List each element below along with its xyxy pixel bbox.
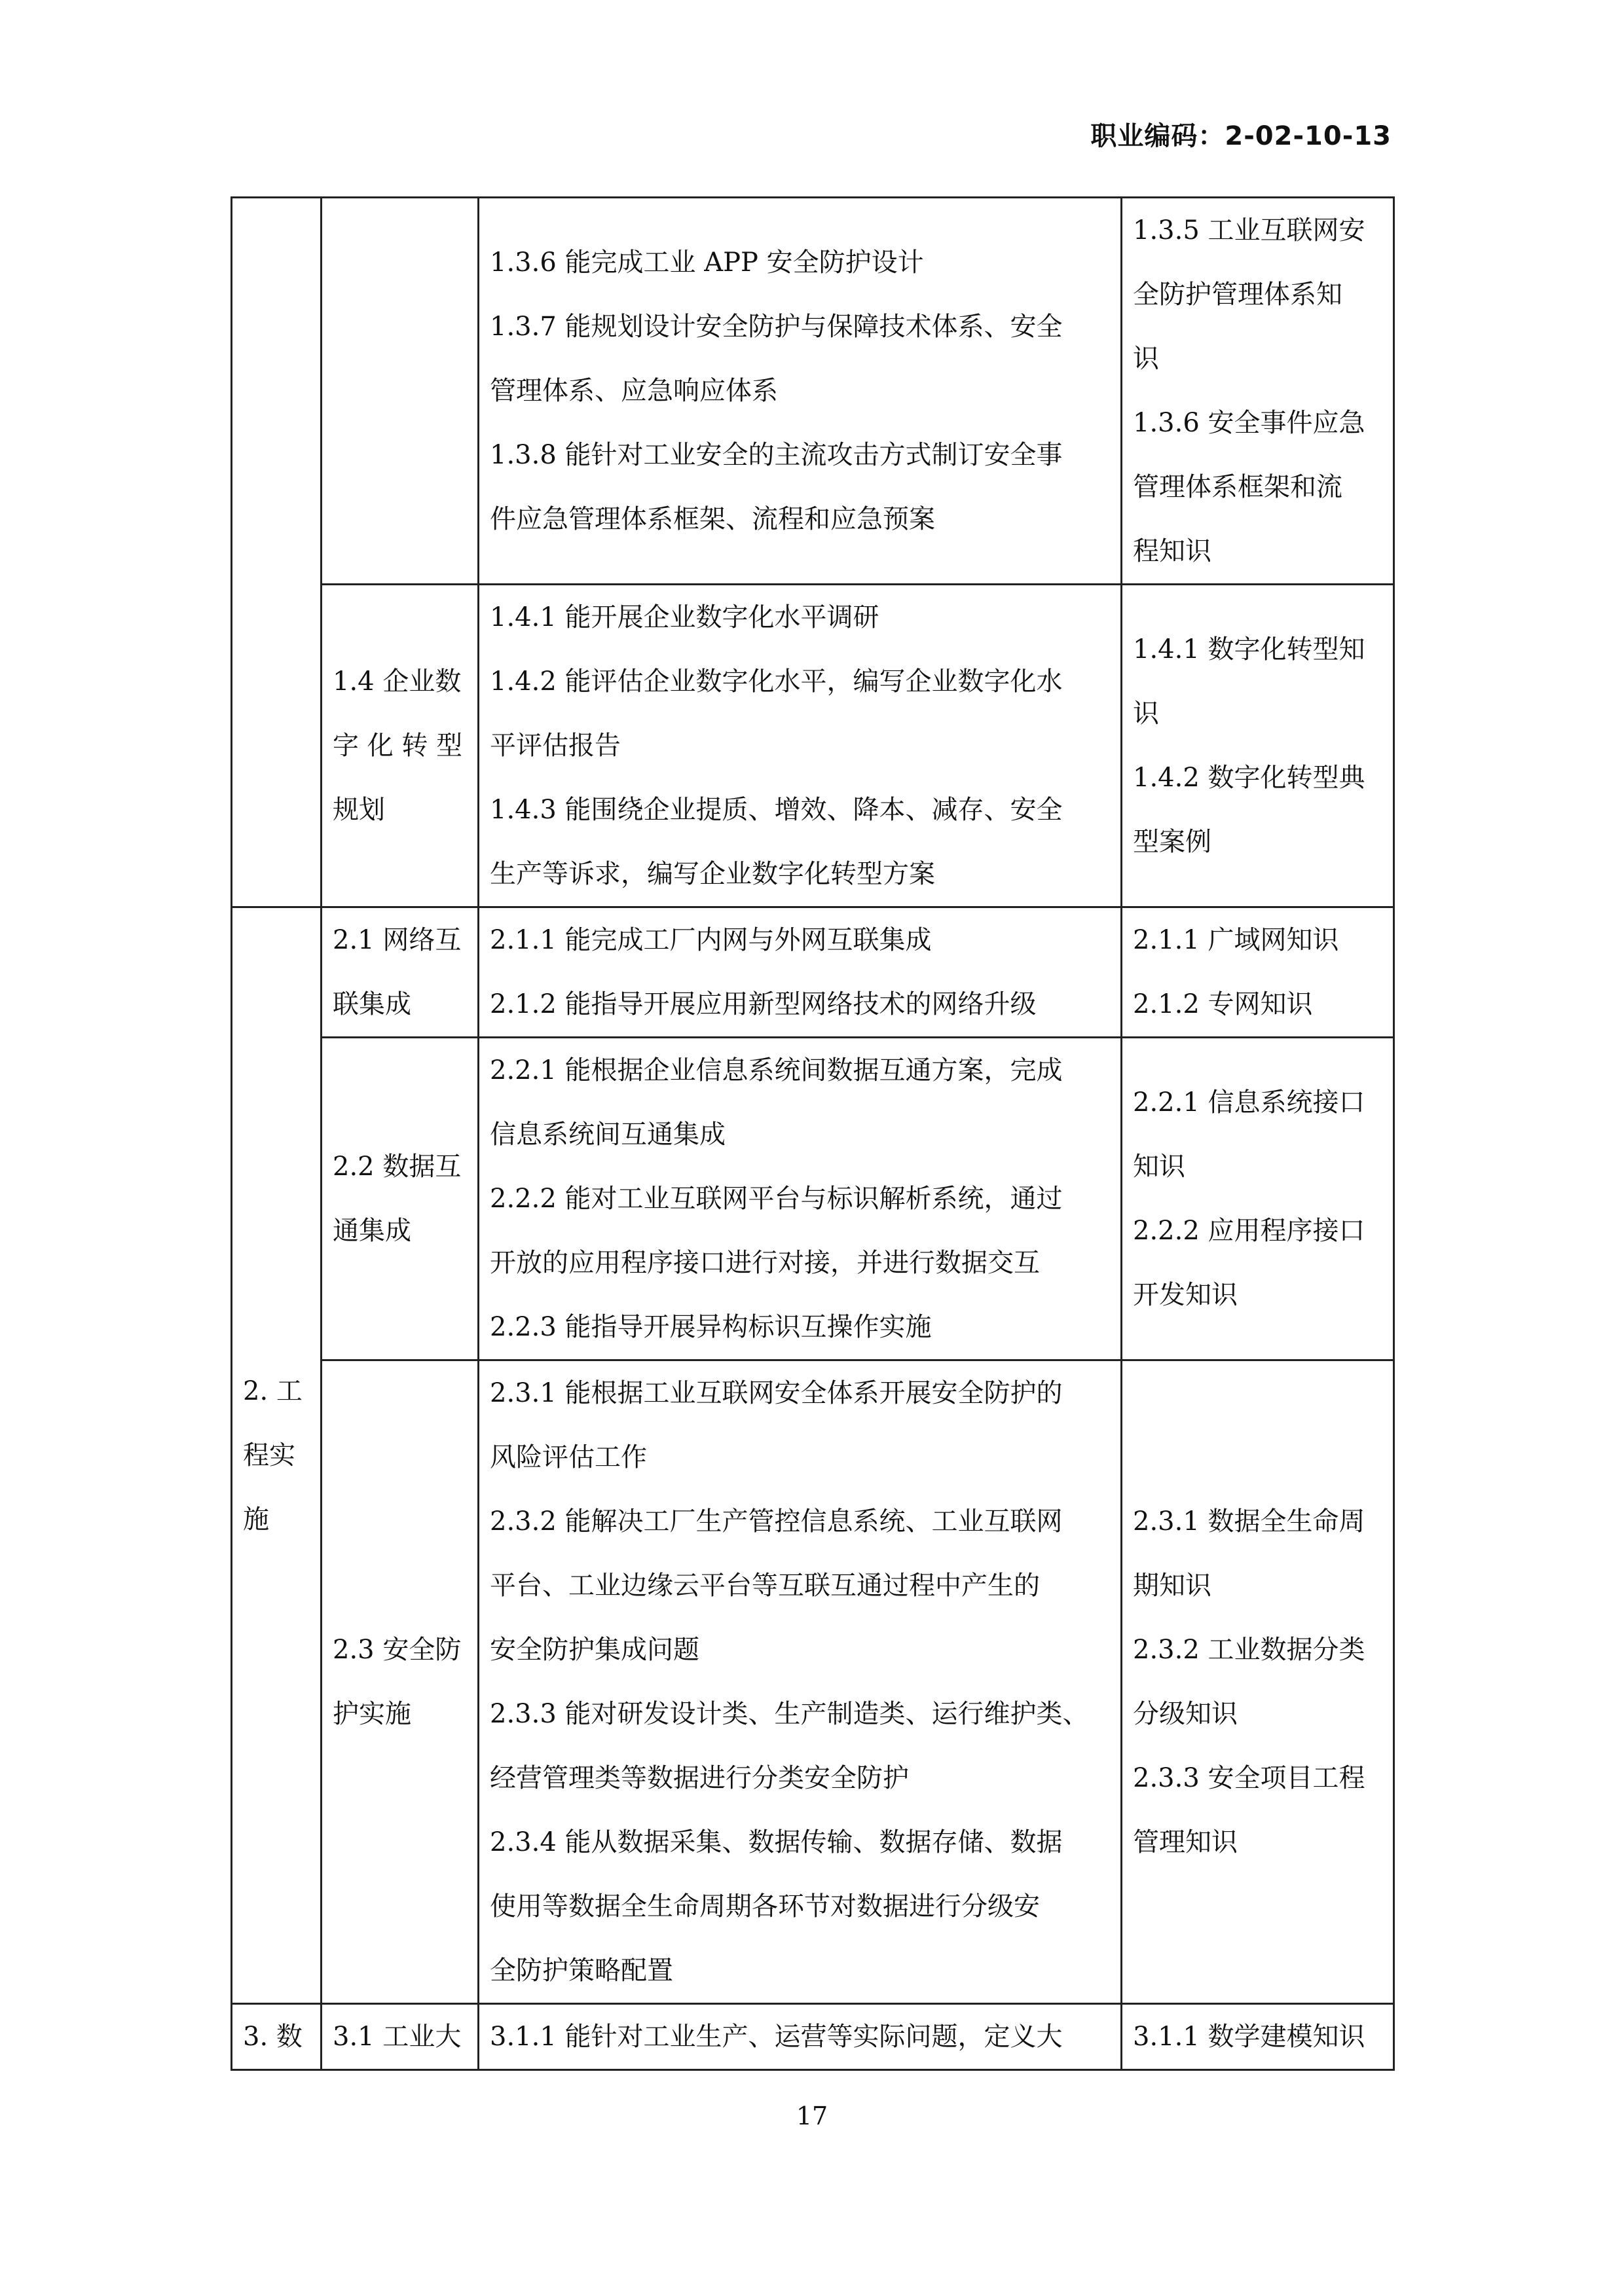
- cell-line: 分级知识: [1133, 1699, 1238, 1729]
- knowledge-cell: [1122, 198, 1394, 585]
- page-number: 17: [796, 2102, 828, 2130]
- cell-line: 2.1.2 能指导开展应用新型网络技术的网络升级: [490, 989, 1037, 1019]
- cell-line: 全防护策略配置: [490, 1956, 673, 1986]
- cell-line: 开发知识: [1133, 1280, 1238, 1310]
- function-cell: [232, 2004, 322, 2070]
- cell-line: 信息系统间互通集成: [490, 1120, 726, 1150]
- cell-line: 2. 工: [243, 1376, 303, 1406]
- table-row: [232, 1360, 1394, 2004]
- cell-line: 程实: [243, 1440, 295, 1470]
- knowledge-cell: [1122, 1038, 1394, 1360]
- cell-line: 3.1.1 数学建模知识: [1133, 2022, 1365, 2052]
- cell-line: 程知识: [1133, 536, 1211, 566]
- cell-line: 识: [1133, 344, 1159, 374]
- unit-cell: [322, 2004, 479, 2070]
- cell-line: 全防护管理体系知: [1133, 280, 1342, 310]
- cell-line: 通集成: [333, 1216, 411, 1246]
- competency-cell: [479, 1038, 1122, 1360]
- cell-line: 2.3.3 能对研发设计类、生产制造类、运行维护类、: [490, 1699, 1089, 1729]
- knowledge-cell: [1122, 585, 1394, 907]
- cell-line: 联集成: [333, 989, 411, 1019]
- table-row: [232, 2004, 1394, 2070]
- cell-line: 管理知识: [1133, 1827, 1238, 1857]
- cell-line: 1.3.6 安全事件应急: [1133, 408, 1365, 438]
- cell-line: 3. 数: [243, 2022, 303, 2052]
- cell-line: 1.4.2 能评估企业数字化水平，编写企业数字化水: [490, 666, 1063, 697]
- competency-cell: [479, 198, 1122, 585]
- cell-line: 1.4.2 数字化转型典: [1133, 763, 1365, 793]
- cell-line: 管理体系、应急响应体系: [490, 376, 778, 406]
- occupation-code: 职业编码：2-02-10-13: [1090, 121, 1392, 151]
- cell-line: 2.2.2 能对工业互联网平台与标识解析系统，通过: [490, 1184, 1063, 1214]
- cell-line: 1.3.6 能完成工业 APP 安全防护设计: [490, 247, 924, 278]
- cell-line: 2.3.1 能根据工业互联网安全体系开展安全防护的: [490, 1378, 1063, 1408]
- cell-line: 1.3.7 能规划设计安全防护与保障技术体系、安全: [490, 312, 1063, 342]
- cell-line: 平台、工业边缘云平台等互联互通过程中产生的: [490, 1571, 1040, 1601]
- cell-line: 2.2 数据互: [333, 1152, 462, 1182]
- cell-line: 2.2.1 信息系统接口: [1133, 1087, 1365, 1118]
- cell-line: 护实施: [333, 1699, 411, 1729]
- competency-cell: [479, 2004, 1122, 2070]
- cell-line: 2.3.3 安全项目工程: [1133, 1763, 1365, 1793]
- cell-line: 安全防护集成问题: [490, 1635, 699, 1665]
- cell-line: 经营管理类等数据进行分类安全防护: [490, 1763, 909, 1793]
- cell-line: 知识: [1133, 1152, 1185, 1182]
- cell-line: 1.3.8 能针对工业安全的主流攻击方式制订安全事: [490, 440, 1063, 470]
- unit-cell: [322, 198, 479, 585]
- competency-cell: [479, 585, 1122, 907]
- cell-line: 2.3 安全防: [333, 1635, 462, 1665]
- cell-line: 2.1.1 广域网知识: [1133, 925, 1339, 955]
- cell-line: 3.1 工业大: [333, 2022, 462, 2052]
- cell-line: 1.4.1 能开展企业数字化水平调研: [490, 602, 879, 632]
- cell-line: 2.1.2 专网知识: [1133, 989, 1313, 1019]
- knowledge-cell: [1122, 2004, 1394, 2070]
- cell-line: 字 化 转 型: [333, 731, 463, 761]
- knowledge-cell: [1122, 907, 1394, 1038]
- cell-line: 2.1 网络互: [333, 925, 462, 955]
- cell-line: 施: [243, 1504, 269, 1535]
- cell-line: 2.2.3 能指导开展异构标识互操作实施: [490, 1312, 932, 1342]
- table-row: [232, 907, 1394, 1038]
- table-row: [232, 198, 1394, 585]
- function-cell: [232, 907, 322, 2004]
- cell-line: 型案例: [1133, 827, 1211, 857]
- cell-line: 使用等数据全生命周期各环节对数据进行分级安: [490, 1891, 1040, 1922]
- cell-line: 2.3.4 能从数据采集、数据传输、数据存储、数据: [490, 1827, 1063, 1857]
- cell-line: 2.1.1 能完成工厂内网与外网互联集成: [490, 925, 932, 955]
- function-cell: [232, 198, 322, 907]
- knowledge-cell: [1122, 1360, 1394, 2004]
- cell-line: 1.3.5 工业互联网安: [1133, 215, 1365, 246]
- cell-line: 2.3.1 数据全生命周: [1133, 1506, 1365, 1537]
- cell-line: 1.4 企业数: [333, 666, 462, 697]
- cell-line: 识: [1133, 699, 1159, 729]
- skills-table: [231, 196, 1395, 2071]
- cell-line: 2.3.2 工业数据分类: [1133, 1635, 1365, 1665]
- cell-line: 平评估报告: [490, 731, 621, 761]
- cell-line: 2.2.1 能根据企业信息系统间数据互通方案，完成: [490, 1055, 1063, 1085]
- cell-line: 规划: [333, 795, 385, 825]
- cell-line: 2.3.2 能解决工厂生产管控信息系统、工业互联网: [490, 1506, 1063, 1537]
- cell-line: 生产等诉求，编写企业数字化转型方案: [490, 859, 935, 889]
- cell-line: 风险评估工作: [490, 1442, 647, 1472]
- competency-cell: [479, 1360, 1122, 2004]
- cell-line: 1.4.1 数字化转型知: [1133, 634, 1365, 665]
- cell-line: 期知识: [1133, 1571, 1211, 1601]
- cell-line: 2.2.2 应用程序接口: [1133, 1216, 1365, 1246]
- unit-cell: [322, 1038, 479, 1360]
- cell-line: 1.4.3 能围绕企业提质、增效、降本、减存、安全: [490, 795, 1063, 825]
- cell-line: 3.1.1 能针对工业生产、运营等实际问题，定义大: [490, 2022, 1063, 2052]
- unit-cell: [322, 1360, 479, 2004]
- cell-line: 开放的应用程序接口进行对接，并进行数据交互: [490, 1248, 1040, 1278]
- cell-line: 件应急管理体系框架、流程和应急预案: [490, 504, 935, 534]
- table-row: [232, 1038, 1394, 1360]
- unit-cell: [322, 585, 479, 907]
- table-row: [232, 585, 1394, 907]
- unit-cell: [322, 907, 479, 1038]
- cell-line: 管理体系框架和流: [1133, 472, 1342, 502]
- competency-cell: [479, 907, 1122, 1038]
